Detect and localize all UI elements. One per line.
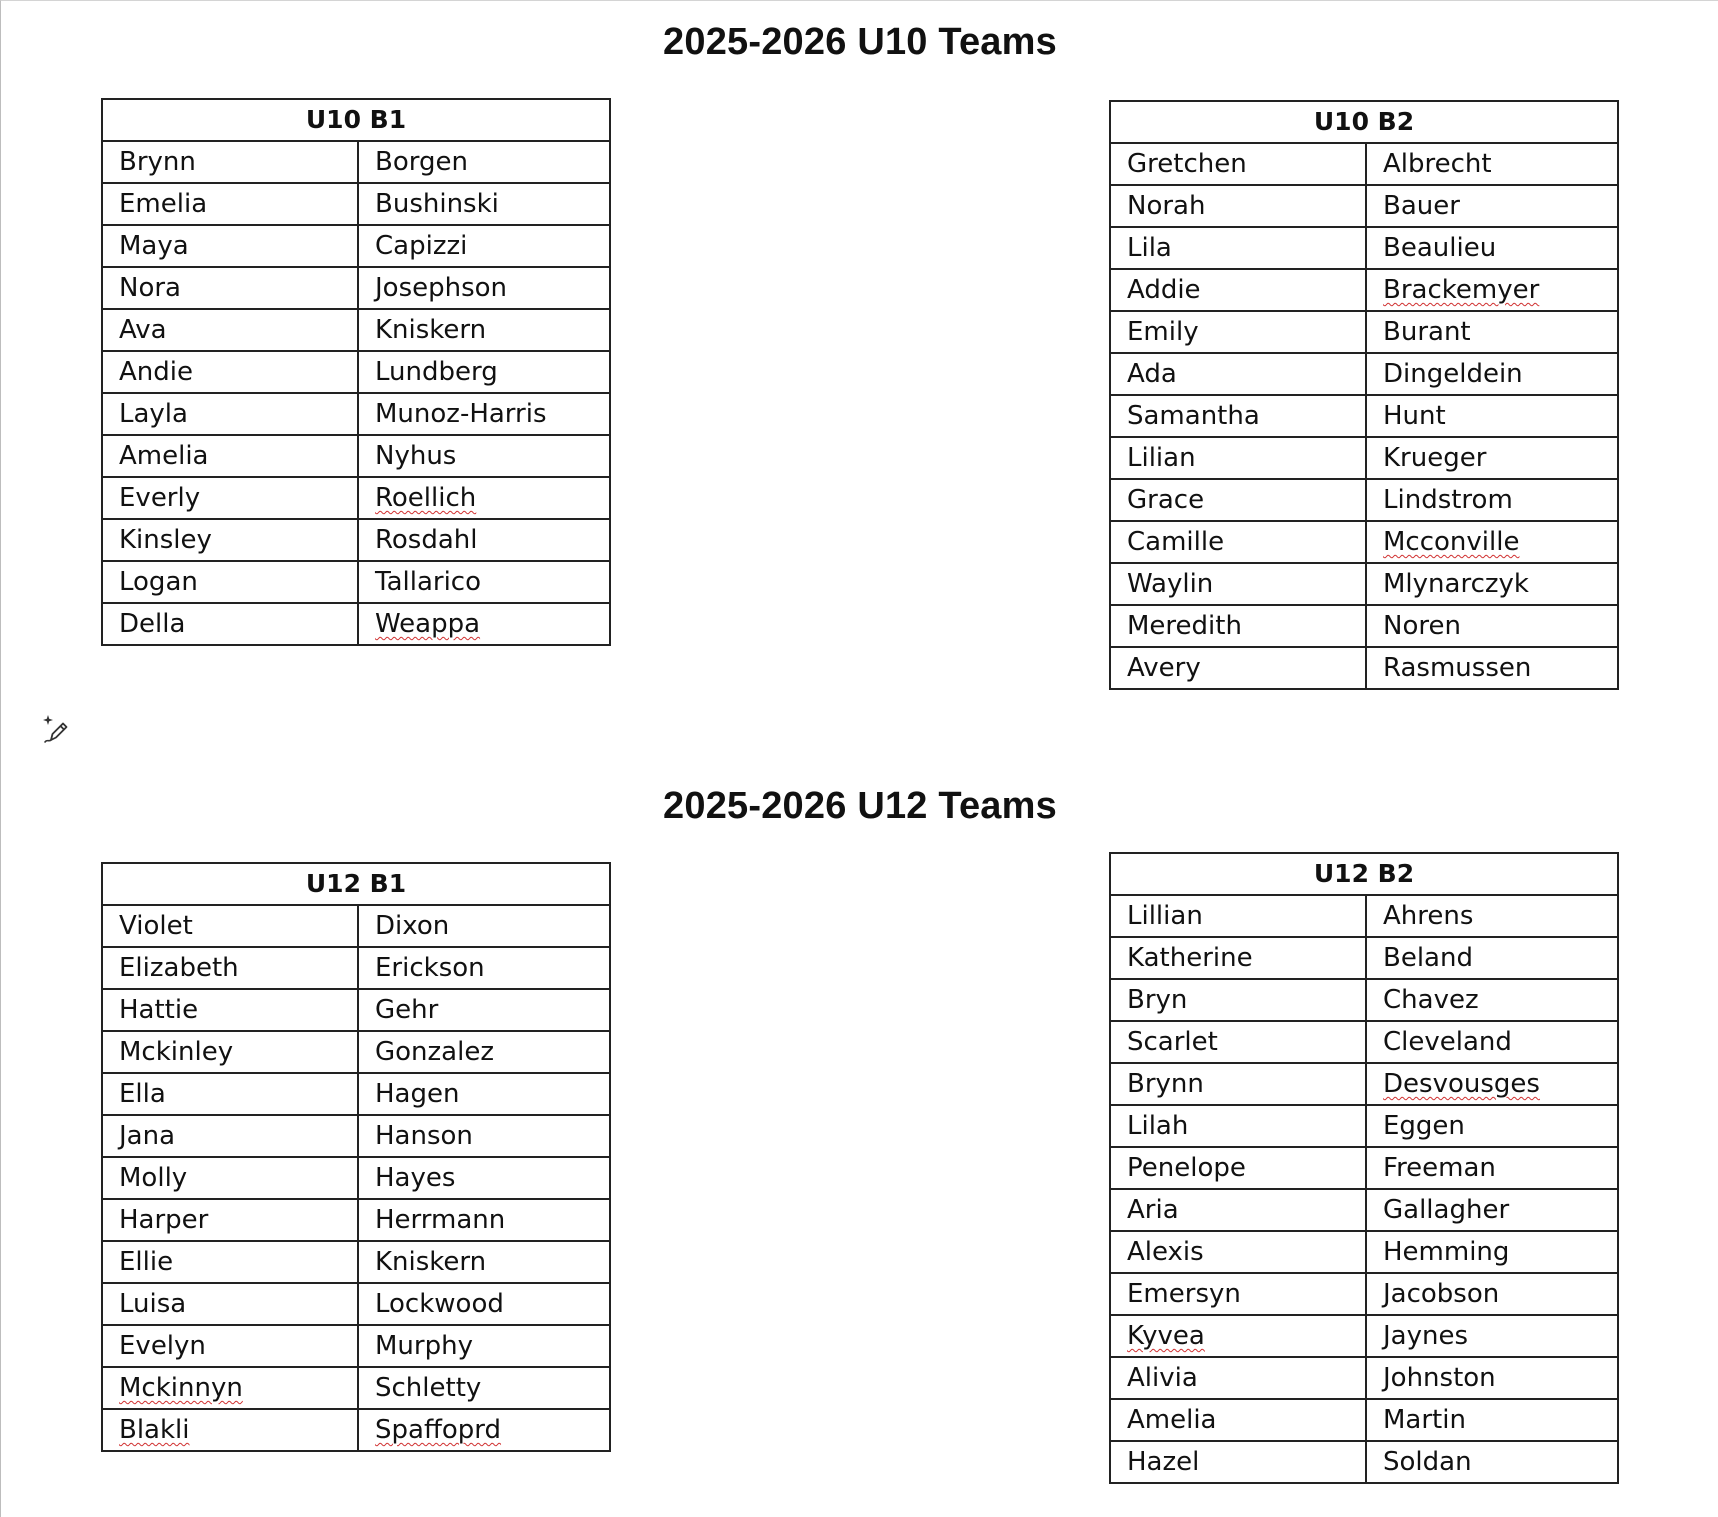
player-last-name[interactable] [1366, 937, 1618, 979]
last-name-text: Hagen [375, 1079, 460, 1109]
last-name-text: Bushinski [375, 189, 499, 219]
first-name-text: Norah [1127, 191, 1206, 221]
player-last-name[interactable] [358, 1115, 610, 1157]
player-row [102, 1409, 610, 1451]
player-last-name[interactable] [1366, 647, 1618, 689]
player-last-name[interactable] [358, 141, 610, 183]
player-row [102, 519, 610, 561]
player-row [102, 1367, 610, 1409]
player-first-name[interactable] [1110, 605, 1366, 647]
player-first-name[interactable] [1110, 979, 1366, 1021]
team-table-u12-b1 [101, 862, 611, 1452]
player-first-name[interactable] [1110, 647, 1366, 689]
first-name-text: Emelia [119, 189, 208, 219]
player-row [102, 1157, 610, 1199]
player-last-name[interactable] [358, 1199, 610, 1241]
player-last-name[interactable] [358, 1031, 610, 1073]
first-name-text: Ella [119, 1079, 166, 1109]
last-name-text: Soldan [1383, 1447, 1472, 1477]
team-header-row [1110, 853, 1618, 895]
player-first-name[interactable] [1110, 563, 1366, 605]
last-name-text: Dingeldein [1383, 359, 1523, 389]
player-first-name[interactable] [102, 1031, 358, 1073]
player-row [102, 603, 610, 645]
team-header-row [102, 863, 610, 905]
player-row [1110, 1441, 1618, 1483]
player-first-name[interactable] [1110, 437, 1366, 479]
player-row [1110, 605, 1618, 647]
first-name-text: Kinsley [119, 525, 212, 555]
player-last-name[interactable] [1366, 1399, 1618, 1441]
first-name-text: Meredith [1127, 611, 1242, 641]
player-first-name[interactable] [1110, 521, 1366, 563]
player-row [1110, 227, 1618, 269]
team-table-u12-b2 [1109, 852, 1619, 1484]
last-name-text: Dixon [375, 911, 450, 941]
first-name-text: Waylin [1127, 569, 1214, 599]
player-last-name[interactable] [1366, 1273, 1618, 1315]
last-name-text: Borgen [375, 147, 468, 177]
first-name-text: Emersyn [1127, 1279, 1241, 1309]
first-name-text: Molly [119, 1163, 188, 1193]
first-name-text: Nora [119, 273, 181, 303]
player-last-name[interactable] [358, 351, 610, 393]
player-row [1110, 185, 1618, 227]
player-last-name[interactable] [1366, 605, 1618, 647]
player-first-name[interactable] [1110, 1357, 1366, 1399]
first-name-text: Aria [1127, 1195, 1179, 1225]
last-name-text: Cleveland [1383, 1027, 1512, 1057]
player-row [1110, 1357, 1618, 1399]
player-first-name[interactable] [1110, 1231, 1366, 1273]
player-last-name[interactable] [1366, 563, 1618, 605]
player-last-name[interactable] [358, 947, 610, 989]
player-row [102, 1115, 610, 1157]
player-last-name[interactable] [358, 225, 610, 267]
player-row [1110, 521, 1618, 563]
first-name-text: Bryn [1127, 985, 1188, 1015]
player-row [102, 561, 610, 603]
player-first-name[interactable] [102, 141, 358, 183]
last-name-text: Freeman [1383, 1153, 1496, 1183]
player-last-name[interactable] [1366, 353, 1618, 395]
last-name-text: Herrmann [375, 1205, 506, 1235]
last-name-text: Murphy [375, 1331, 473, 1361]
player-first-name[interactable] [102, 1241, 358, 1283]
player-row [102, 225, 610, 267]
player-row [102, 141, 610, 183]
last-name-text: Gallagher [1383, 1195, 1510, 1225]
first-name-text: Logan [119, 567, 198, 597]
player-row [1110, 895, 1618, 937]
last-name-text: Martin [1383, 1405, 1466, 1435]
player-row [1110, 353, 1618, 395]
player-last-name[interactable] [358, 477, 610, 519]
first-name-text: Evelyn [119, 1331, 206, 1361]
player-first-name[interactable] [102, 603, 358, 645]
designer-sparkle-pen-icon-graphic [39, 713, 71, 745]
player-last-name[interactable] [358, 1409, 610, 1451]
first-name-text: Avery [1127, 653, 1201, 683]
player-row [102, 435, 610, 477]
first-name-text: Gretchen [1127, 149, 1247, 179]
player-rows [1110, 143, 1618, 689]
player-last-name[interactable] [1366, 479, 1618, 521]
player-first-name[interactable] [1110, 479, 1366, 521]
player-last-name[interactable] [358, 309, 610, 351]
first-name-text: Samantha [1127, 401, 1260, 431]
team-name: U10 B1 [102, 99, 610, 141]
player-row [1110, 1063, 1618, 1105]
player-row [102, 267, 610, 309]
player-first-name[interactable] [1110, 185, 1366, 227]
last-name-text: Brackemyer [1383, 275, 1540, 305]
last-name-text: Rasmussen [1383, 653, 1532, 683]
team-header-row [102, 99, 610, 141]
player-first-name[interactable] [1110, 895, 1366, 937]
player-last-name[interactable] [1366, 437, 1618, 479]
last-name-text: Hayes [375, 1163, 456, 1193]
player-first-name[interactable] [1110, 227, 1366, 269]
player-last-name[interactable] [1366, 1189, 1618, 1231]
player-first-name[interactable] [1110, 1315, 1366, 1357]
player-last-name[interactable] [1366, 1315, 1618, 1357]
player-last-name[interactable] [1366, 1063, 1618, 1105]
player-first-name[interactable] [102, 309, 358, 351]
player-last-name[interactable] [1366, 1147, 1618, 1189]
last-name-text: Josephson [375, 273, 508, 303]
player-row [1110, 269, 1618, 311]
player-row [1110, 647, 1618, 689]
player-row [1110, 979, 1618, 1021]
player-row [1110, 437, 1618, 479]
player-first-name[interactable] [1110, 1021, 1366, 1063]
player-first-name[interactable] [102, 519, 358, 561]
team-name: U10 B2 [1110, 101, 1618, 143]
player-first-name[interactable] [102, 1115, 358, 1157]
last-name-text: Johnston [1383, 1363, 1496, 1393]
first-name-text: Maya [119, 231, 189, 261]
first-name-text: Penelope [1127, 1153, 1246, 1183]
last-name-text: Schletty [375, 1373, 482, 1403]
player-first-name[interactable] [102, 989, 358, 1031]
player-row [1110, 1189, 1618, 1231]
player-row [1110, 1273, 1618, 1315]
player-row [1110, 1147, 1618, 1189]
player-last-name[interactable] [358, 1157, 610, 1199]
player-last-name[interactable] [358, 1325, 610, 1367]
player-row [102, 1325, 610, 1367]
last-name-text: Chavez [1383, 985, 1479, 1015]
player-row [102, 309, 610, 351]
last-name-text: Burant [1383, 317, 1471, 347]
player-first-name[interactable] [102, 435, 358, 477]
player-first-name[interactable] [102, 561, 358, 603]
first-name-text: Della [119, 609, 186, 639]
player-first-name[interactable] [102, 267, 358, 309]
last-name-text: Krueger [1383, 443, 1487, 473]
first-name-text: Brynn [1127, 1069, 1204, 1099]
first-name-text: Katherine [1127, 943, 1253, 973]
player-last-name[interactable] [1366, 1231, 1618, 1273]
player-last-name[interactable] [358, 989, 610, 1031]
first-name-text: Layla [119, 399, 188, 429]
player-first-name[interactable] [102, 477, 358, 519]
player-row [102, 947, 610, 989]
first-name-text: Brynn [119, 147, 196, 177]
first-name-text: Lilian [1127, 443, 1196, 473]
player-last-name[interactable] [358, 561, 610, 603]
last-name-text: Roellich [375, 483, 477, 513]
player-last-name[interactable] [1366, 895, 1618, 937]
player-first-name[interactable] [1110, 1399, 1366, 1441]
first-name-text: Hazel [1127, 1447, 1200, 1477]
team-name: U12 B2 [1110, 853, 1618, 895]
first-name-text: Amelia [119, 441, 209, 471]
player-row [1110, 1021, 1618, 1063]
first-name-text: Mckinnyn [119, 1373, 243, 1403]
player-rows [102, 905, 610, 1451]
first-name-text: Emily [1127, 317, 1199, 347]
player-first-name[interactable] [102, 225, 358, 267]
player-row [102, 905, 610, 947]
player-first-name[interactable] [102, 1283, 358, 1325]
last-name-text: Hemming [1383, 1237, 1510, 1267]
player-last-name[interactable] [1366, 521, 1618, 563]
last-name-text: Hanson [375, 1121, 473, 1151]
last-name-text: Capizzi [375, 231, 468, 261]
player-last-name[interactable] [1366, 1105, 1618, 1147]
player-row [1110, 311, 1618, 353]
last-name-text: Mlynarczyk [1383, 569, 1529, 599]
player-row [102, 393, 610, 435]
player-first-name[interactable] [1110, 1189, 1366, 1231]
player-row [1110, 937, 1618, 979]
last-name-text: Lundberg [375, 357, 498, 387]
player-row [102, 1031, 610, 1073]
last-name-text: Eggen [1383, 1111, 1465, 1141]
last-name-text: Beaulieu [1383, 233, 1497, 263]
first-name-text: Alexis [1127, 1237, 1204, 1267]
player-last-name[interactable] [1366, 395, 1618, 437]
first-name-text: Hattie [119, 995, 199, 1025]
last-name-text: Desvousges [1383, 1069, 1540, 1099]
player-first-name[interactable] [102, 1409, 358, 1451]
player-last-name[interactable] [358, 267, 610, 309]
player-last-name[interactable] [1366, 227, 1618, 269]
player-last-name[interactable] [358, 603, 610, 645]
first-name-text: Scarlet [1127, 1027, 1218, 1057]
player-last-name[interactable] [358, 1241, 610, 1283]
player-last-name[interactable] [1366, 269, 1618, 311]
last-name-text: Gehr [375, 995, 439, 1025]
first-name-text: Ava [119, 315, 167, 345]
last-name-text: Erickson [375, 953, 485, 983]
first-name-text: Ellie [119, 1247, 174, 1277]
player-first-name[interactable] [102, 393, 358, 435]
player-first-name[interactable] [102, 1367, 358, 1409]
player-first-name[interactable] [1110, 1441, 1366, 1483]
player-row [1110, 479, 1618, 521]
first-name-text: Mckinley [119, 1037, 234, 1067]
player-first-name[interactable] [1110, 1273, 1366, 1315]
first-name-text: Blakli [119, 1415, 190, 1445]
last-name-text: Kniskern [375, 315, 487, 345]
player-last-name[interactable] [358, 519, 610, 561]
first-name-text: Andie [119, 357, 193, 387]
player-first-name[interactable] [1110, 143, 1366, 185]
player-last-name[interactable] [1366, 1357, 1618, 1399]
player-first-name[interactable] [102, 351, 358, 393]
last-name-text: Albrecht [1383, 149, 1492, 179]
player-last-name[interactable] [358, 1073, 610, 1115]
last-name-text: Gonzalez [375, 1037, 494, 1067]
player-first-name[interactable] [1110, 395, 1366, 437]
player-last-name[interactable] [1366, 185, 1618, 227]
designer-sparkle-pen-icon[interactable] [39, 713, 71, 745]
last-name-text: Lindstrom [1383, 485, 1513, 515]
player-row [1110, 1105, 1618, 1147]
last-name-text: Tallarico [375, 567, 482, 597]
player-row [102, 1283, 610, 1325]
player-last-name[interactable] [1366, 1021, 1618, 1063]
team-name: U12 B1 [102, 863, 610, 905]
last-name-text: Hunt [1383, 401, 1446, 431]
player-first-name[interactable] [1110, 311, 1366, 353]
player-first-name[interactable] [1110, 1063, 1366, 1105]
last-name-text: Weappa [375, 609, 481, 639]
player-row [102, 477, 610, 519]
last-name-text: Noren [1383, 611, 1461, 641]
last-name-text: Lockwood [375, 1289, 504, 1319]
player-last-name[interactable] [1366, 143, 1618, 185]
player-first-name[interactable] [102, 1073, 358, 1115]
first-name-text: Elizabeth [119, 953, 239, 983]
player-last-name[interactable] [358, 1367, 610, 1409]
last-name-text: Rosdahl [375, 525, 478, 555]
player-last-name[interactable] [1366, 979, 1618, 1021]
last-name-text: Nyhus [375, 441, 457, 471]
player-first-name[interactable] [1110, 269, 1366, 311]
player-row [1110, 1399, 1618, 1441]
player-last-name[interactable] [358, 393, 610, 435]
first-name-text: Lila [1127, 233, 1172, 263]
first-name-text: Lillian [1127, 901, 1203, 931]
player-last-name[interactable] [1366, 311, 1618, 353]
first-name-text: Camille [1127, 527, 1225, 557]
player-first-name[interactable] [1110, 1105, 1366, 1147]
player-row [102, 351, 610, 393]
player-first-name[interactable] [1110, 353, 1366, 395]
player-row [102, 1241, 610, 1283]
player-row [102, 183, 610, 225]
last-name-text: Spaffoprd [375, 1415, 502, 1445]
player-row [1110, 1231, 1618, 1273]
player-first-name[interactable] [1110, 937, 1366, 979]
first-name-text: Lilah [1127, 1111, 1189, 1141]
player-row [1110, 395, 1618, 437]
last-name-text: Kniskern [375, 1247, 487, 1277]
last-name-text: Munoz-Harris [375, 399, 547, 429]
team-header-row [1110, 101, 1618, 143]
player-first-name[interactable] [102, 947, 358, 989]
player-first-name[interactable] [102, 1157, 358, 1199]
first-name-text: Violet [119, 911, 193, 941]
player-row [1110, 143, 1618, 185]
first-name-text: Everly [119, 483, 201, 513]
player-last-name[interactable] [358, 905, 610, 947]
first-name-text: Addie [1127, 275, 1201, 305]
player-last-name[interactable] [358, 1283, 610, 1325]
player-first-name[interactable] [102, 183, 358, 225]
player-row [102, 989, 610, 1031]
last-name-text: Beland [1383, 943, 1473, 973]
last-name-text: Jaynes [1383, 1321, 1469, 1351]
player-first-name[interactable] [102, 1199, 358, 1241]
team-table-u10-b2 [1109, 100, 1619, 690]
first-name-text: Jana [119, 1121, 176, 1151]
player-last-name[interactable] [1366, 1441, 1618, 1483]
player-row [102, 1073, 610, 1115]
player-last-name[interactable] [358, 183, 610, 225]
last-name-text: Bauer [1383, 191, 1460, 221]
first-name-text: Kyvea [1127, 1321, 1205, 1351]
player-first-name[interactable] [1110, 1147, 1366, 1189]
player-first-name[interactable] [102, 905, 358, 947]
player-first-name[interactable] [102, 1325, 358, 1367]
last-name-text: Ahrens [1383, 901, 1474, 931]
player-rows [102, 141, 610, 645]
player-rows [1110, 895, 1618, 1483]
first-name-text: Alivia [1127, 1363, 1198, 1393]
first-name-text: Harper [119, 1205, 209, 1235]
section-title-u10: 2025-2026 U10 Teams [663, 21, 1057, 63]
player-row [1110, 563, 1618, 605]
first-name-text: Grace [1127, 485, 1205, 515]
last-name-text: Jacobson [1383, 1279, 1500, 1309]
first-name-text: Luisa [119, 1289, 187, 1319]
first-name-text: Amelia [1127, 1405, 1217, 1435]
player-last-name[interactable] [358, 435, 610, 477]
first-name-text: Ada [1127, 359, 1177, 389]
team-table-u10-b1 [101, 98, 611, 646]
player-row [1110, 1315, 1618, 1357]
player-row [102, 1199, 610, 1241]
last-name-text: Mcconville [1383, 527, 1520, 557]
section-title-u12: 2025-2026 U12 Teams [663, 785, 1057, 827]
